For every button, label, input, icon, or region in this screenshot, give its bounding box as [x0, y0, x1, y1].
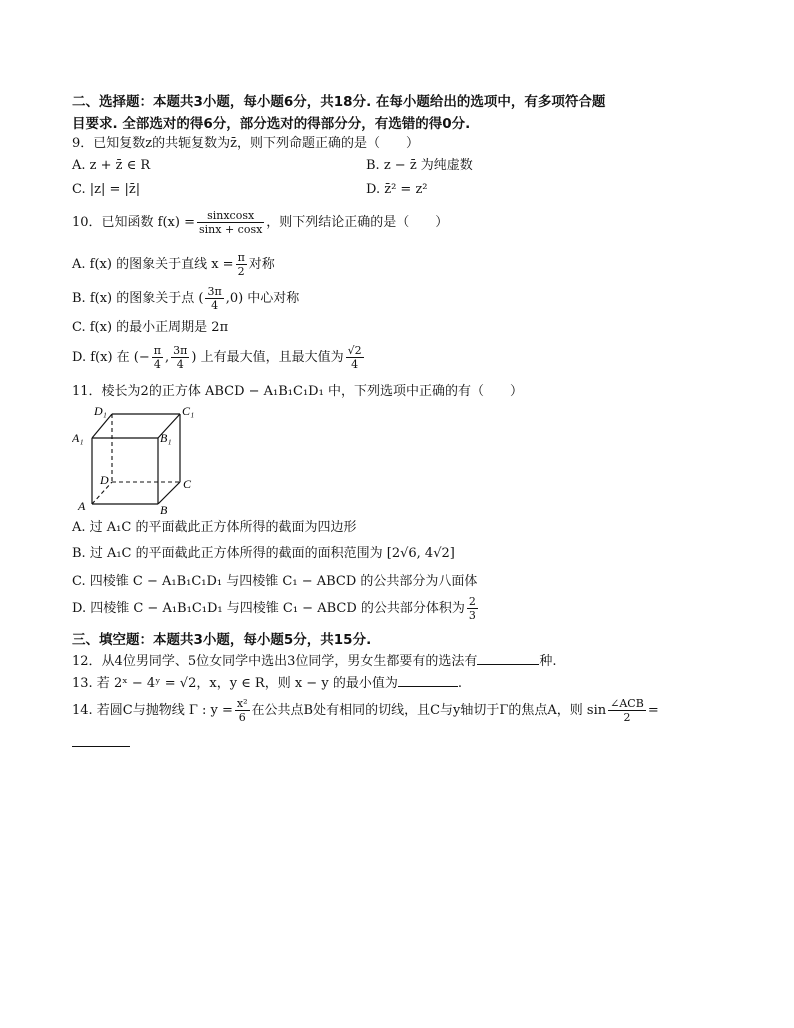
- q10-a-post: 对称: [248, 257, 275, 272]
- q14-frac2: [608, 697, 646, 724]
- q10-stem-pre: 10．已知函数 f(x) =: [72, 215, 195, 230]
- q9-option-d: D. z̄² = z²: [366, 182, 428, 197]
- q11-option-a: A. 过 A₁C 的平面截此正方体所得的截面为四边形: [72, 520, 357, 535]
- q10-b-den: 4: [211, 299, 219, 312]
- q10-b-pre: B. f(x) 的图象关于点 (: [72, 291, 204, 306]
- label-d1: D₁: [94, 404, 107, 418]
- q11-d-pre: D. 四棱锥 C − A₁B₁C₁D₁ 与四棱锥 C₁ − ABCD 的公共部分体积为: [72, 601, 465, 616]
- q13-pre: 13. 若 2ˣ − 4ʸ = √2，x，y ∈ R，则 x − y 的最小值为: [72, 676, 398, 691]
- q10-d-den3: 4: [351, 358, 359, 371]
- q9-option-c: C. |z| = |z̄|: [72, 182, 141, 197]
- q10-stem-post: ，则下列结论正确的是（ ）: [266, 215, 449, 230]
- cube-svg: [72, 404, 202, 516]
- q14: [72, 694, 659, 728]
- q10-d-post: ) 上有最大值，且最大值为: [191, 350, 344, 365]
- label-b: B: [160, 503, 168, 516]
- q10-option-d: [72, 342, 366, 374]
- q12: [72, 652, 557, 670]
- q9-option-a: A. z + z̄ ∈ R: [72, 158, 151, 173]
- section3-title: 三、填空题：本题共3小题，每小题5分，共15分.: [72, 632, 372, 648]
- q13: [72, 674, 462, 692]
- q10-d-num3: √2: [347, 344, 362, 357]
- label-a1: A₁: [72, 431, 84, 445]
- q10-stem: [72, 208, 448, 238]
- q10-d-frac3: [346, 344, 364, 371]
- q10-a-pre: A. f(x) 的图象关于直线 x =: [72, 257, 234, 272]
- label-c1: C₁: [182, 404, 195, 418]
- q13-post: .: [457, 676, 462, 691]
- q10-d-frac2: [171, 344, 189, 371]
- q10-frac-den: sinx + cosx: [199, 223, 263, 236]
- q10-option-b: [72, 284, 299, 314]
- q10-d-num1: π: [153, 344, 161, 357]
- edge-b-c: [158, 482, 180, 504]
- q10-b-post: ,0) 中心对称: [225, 291, 300, 306]
- q10-a-den: 2: [237, 265, 245, 278]
- q13-answer-blank[interactable]: [398, 674, 458, 687]
- q10-d-den2: 4: [176, 358, 184, 371]
- q10-option-a: [72, 250, 275, 280]
- q9-stem: 9．已知复数z的共轭复数为z̄，则下列命题正确的是（ ）: [72, 136, 419, 151]
- q12-post: 种.: [539, 654, 557, 669]
- q14-frac1: [235, 697, 250, 724]
- q10-b-num: 3π: [207, 285, 222, 298]
- q14-den2: 2: [623, 711, 631, 724]
- q11-stem: 11．棱长为2的正方体 ABCD − A₁B₁C₁D₁ 中，下列选项中正确的有（ ）: [72, 384, 523, 399]
- q9-option-b: B. z − z̄ 为纯虚数: [366, 158, 473, 173]
- q11-option-b: B. 过 A₁C 的平面截此正方体所得的截面的面积范围为 [2√6, 4√2]: [72, 546, 455, 561]
- q10-a-frac: [236, 251, 247, 278]
- q12-pre: 12．从4位男同学、5位女同学中选出3位同学，男女生都要有的选法有: [72, 654, 478, 669]
- q10-fraction: [197, 209, 264, 236]
- label-b1: B₁: [160, 431, 172, 445]
- q10-d-mid: ,: [164, 350, 170, 365]
- q11-option-c: C. 四棱锥 C − A₁B₁C₁D₁ 与四棱锥 C₁ − ABCD 的公共部分为八面体: [72, 574, 478, 589]
- q14-answer-blank[interactable]: [72, 746, 130, 747]
- q14-mid: 在公共点B处有相同的切线，且C与y轴切于Γ的焦点A，则 sin: [251, 703, 607, 718]
- q14-post: =: [647, 703, 659, 718]
- q14-pre: 14. 若圆C与抛物线 Γ : y =: [72, 703, 233, 718]
- q12-answer-blank[interactable]: [477, 652, 539, 665]
- q10-d-num2: 3π: [173, 344, 188, 357]
- section2-title-line2: 目要求. 全部选对的得6分，部分选对的得部分分，有选错的得0分.: [72, 116, 471, 132]
- q14-den1: 6: [238, 711, 246, 724]
- cube-diagram: [72, 404, 202, 516]
- q10-d-pre: D. f(x) 在 (−: [72, 350, 150, 365]
- label-c: C: [183, 477, 192, 491]
- q10-d-den1: 4: [153, 358, 161, 371]
- q14-num2: ∠ACB: [610, 697, 644, 710]
- q11-d-den: 3: [468, 609, 476, 622]
- section2-title-line1: 二、选择题：本题共3小题，每小题6分，共18分. 在每小题给出的选项中，有多项符合题: [72, 94, 606, 110]
- q11-option-d: [72, 594, 480, 624]
- q10-option-c: C. f(x) 的最小正周期是 2π: [72, 320, 229, 335]
- q10-b-frac: [205, 285, 223, 312]
- label-d: D: [100, 473, 109, 487]
- q10-frac-num: sinxcosx: [197, 209, 264, 223]
- q11-d-num: 2: [468, 595, 476, 608]
- q10-a-num: π: [237, 251, 245, 264]
- label-a: A: [78, 499, 86, 513]
- q11-d-frac: [467, 595, 478, 622]
- q10-d-frac1: [152, 344, 163, 371]
- q14-num1: x²: [236, 697, 248, 710]
